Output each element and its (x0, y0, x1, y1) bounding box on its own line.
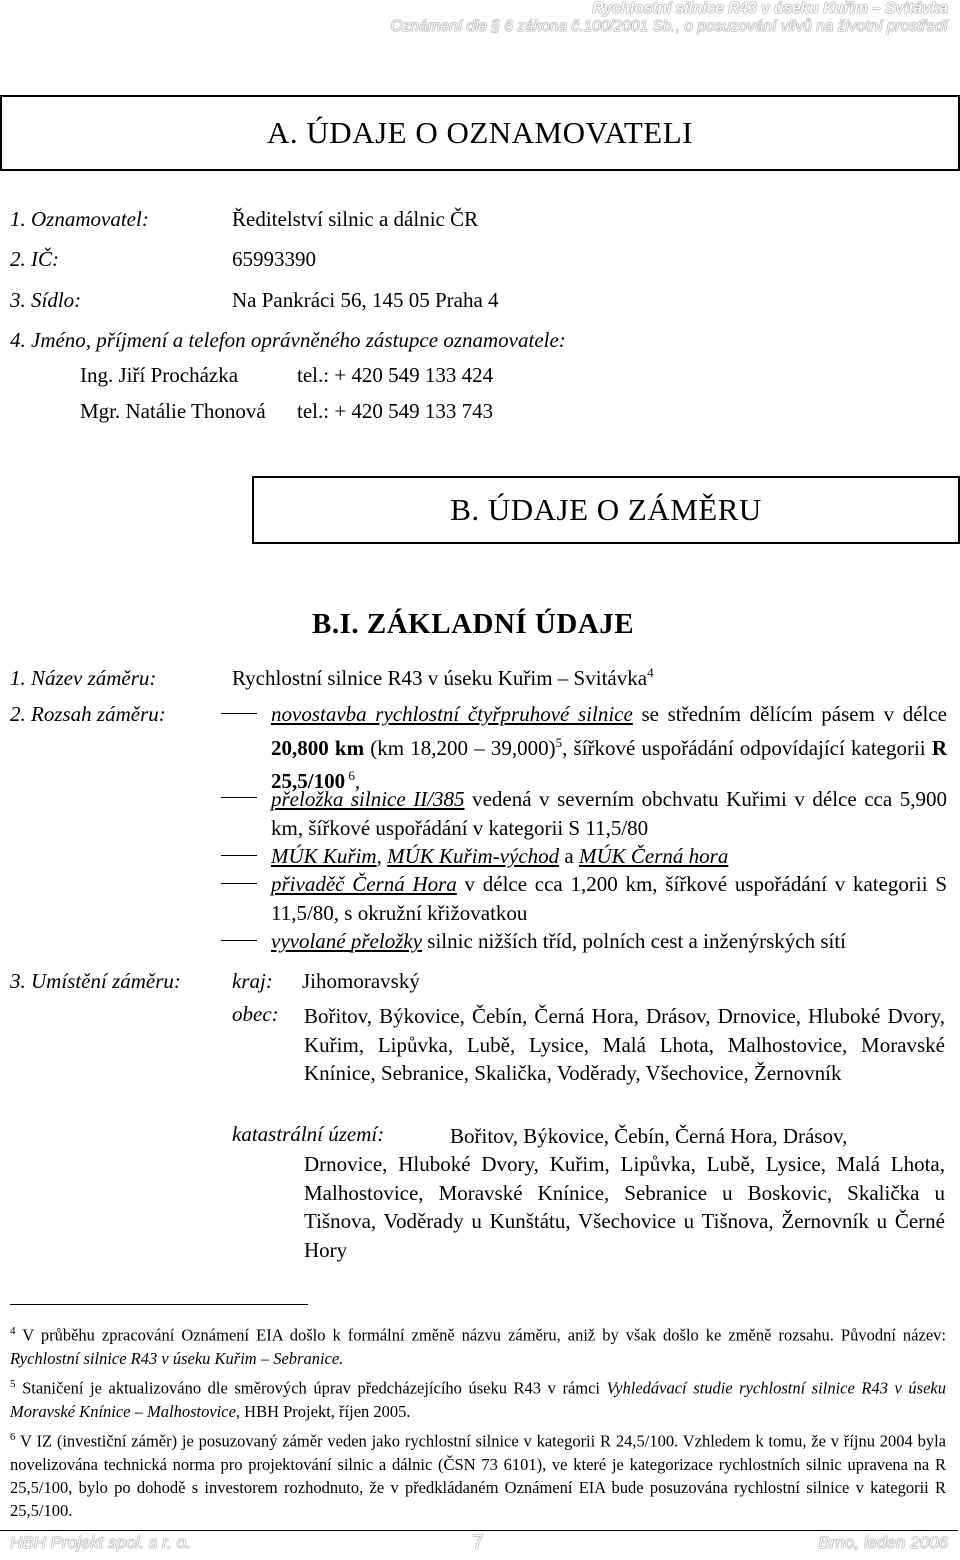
section-b-title: B. ÚDAJE O ZÁMĚRU (450, 492, 762, 527)
item-value: Rychlostní silnice R43 v úseku Kuřim – Svitávka (232, 666, 648, 690)
representatives-label: 4. Jméno, příjmení a telefon oprávněného zástupce oznamovatele: (10, 328, 566, 352)
running-header (391, 0, 948, 36)
footer-company: HBH Projekt spol. s r. o. (10, 1533, 191, 1552)
ku-value: Drnovice, Hluboké Dvory, Kuřim, Lipůvka, Lubě, Lysice, Malá Lhota, Malhostovice, Moravské Knínice, Sebranice u Boskovic, Skalička u Tišnova, Voděrady u Kunštátu, Všechovice u Tišnova, Žernovník u Černé Hory (304, 1152, 945, 1262)
scope-item-3: MÚK Kuřim, MÚK Kuřim-východ a MÚK Černá hora (271, 844, 729, 868)
section-a-title: A. ÚDAJE O OZNAMOVATELI (267, 115, 693, 150)
header-title: Rychlostní silnice R43 v úseku Kuřim – Svitávka (592, 0, 948, 17)
footnote-ref: 4 (647, 665, 654, 680)
scope-item-1: novostavba rychlostní čtyřpruhové silnice se středním dělícím pásem v délce 20,800 km (km 18,200 – 39,000)$^5$, šířkové uspořádání odpovídající kategorii R 25,5/100 $^6$, (271, 702, 947, 793)
page-number: 7 (472, 1531, 484, 1554)
dash-bullet (221, 713, 257, 714)
representative-row (80, 361, 493, 389)
item-value: 65993390 (232, 247, 316, 271)
ku-label: katastrální území: (232, 1122, 385, 1146)
footer-date: Brno, leden 2006 (818, 1533, 948, 1552)
item-label: 1. Název záměru: (10, 666, 157, 690)
subsection-title: B.I. ZÁKLADNÍ ÚDAJE (312, 608, 635, 640)
item-label: 3. Sídlo: (10, 288, 82, 312)
dash-bullet (221, 797, 257, 798)
header-subtitle: Oznámení dle § 6 zákona č.100/2001 Sb., o posuzování vlivů na životní prostředí (390, 18, 948, 35)
representative-phone: tel.: + 420 549 133 424 (297, 363, 494, 387)
representative-name: Ing. Jiří Procházka (80, 363, 239, 387)
representative-row (80, 397, 493, 425)
representative-name: Mgr. Natálie Thonová (80, 399, 266, 423)
scope-label: 2. Rozsah záměru: (10, 702, 166, 726)
item-label: 2. IČ: (10, 247, 59, 271)
section-b-title-box (252, 476, 960, 544)
footnote-separator (10, 1304, 308, 1305)
item-label: 1. Oznamovatel: (10, 207, 149, 231)
dash-bullet (221, 855, 257, 856)
obec-value: Bořitov, Býkovice, Čebín, Černá Hora, Drásov, Drnovice, Hluboké Dvory, Kuřim, Lipůvka, Lubě, Lysice, Malá Lhota, Malhostovice, Moravské Knínice, Sebranice, Skalička, Voděrady, Všechovice, Žernovník (304, 1004, 945, 1085)
item-nazev (10, 659, 654, 692)
item-oznamovatel (10, 205, 478, 233)
footnote-6: $^6$ V IZ (investiční záměr) je posuzovaný záměr veden jako rychlostní silnice v kategorii R 24,5/100. Vzhledem k tomu, že v říjnu 2004 byla novelizována technická norma pro projektování silnic a dálnic (ČSN 73 6101), ve které je kategorizace rychlostních silnic upravena na R 25,5/100, bylo po dohodě s investorem rozhodnuto, že v předkládaném Oznámení EIA bude posuzována rychlostní silnice v kategorii R 25,5/100. (10, 1431, 946, 1520)
scope-item-4: přivaděč Černá Hora v délce cca 1,200 km, šířkové uspořádání v kategorii S 11,5/80, s okružní křižovatkou (271, 872, 947, 925)
kraj-value: Jihomoravský (302, 969, 420, 993)
location-row (10, 967, 420, 995)
item-ic (10, 245, 316, 273)
dash-bullet (221, 883, 257, 884)
obec-label: obec: (232, 1002, 279, 1026)
footnote-5: $^5$ Staničení je aktualizováno dle směrových úprav předcházejícího úseku R43 v rámci Vyhledávací studie rychlostní silnice R43 v úseku Moravské Knínice – Malhostovice, HBH Projekt, říjen 2005. (10, 1378, 946, 1421)
ku-first-line: Bořitov, Býkovice, Čebín, Černá Hora, Drásov, (450, 1124, 848, 1148)
item-value: Na Pankráci 56, 145 05 Praha 4 (232, 288, 499, 312)
section-a-title-box (0, 95, 960, 171)
item-sidlo (10, 286, 499, 314)
footnote-4: $^4$ V průběhu zpracování Oznámení EIA došlo k formální změně názvu záměru, aniž by však došlo ke změně rozsahu. Původní název: Rychlostní silnice R43 v úseku Kuřim – Sebranice. (10, 1325, 946, 1368)
kraj-label: kraj: (232, 969, 273, 993)
scope-item-2: přeložka silnice II/385 vedená v severním obchvatu Kuřimi v délce cca 5,900 km, šířkové uspořádání v kategorii S 11,5/80 (271, 787, 947, 840)
location-label: 3. Umístění záměru: (10, 969, 181, 993)
representative-phone: tel.: + 420 549 133 743 (297, 399, 494, 423)
dash-bullet (221, 940, 257, 941)
scope-item-5: vyvolané přeložky silnic nižších tříd, polních cest a inženýrských sítí (271, 929, 847, 953)
item-value: Ředitelství silnic a dálnic ČR (232, 207, 479, 231)
